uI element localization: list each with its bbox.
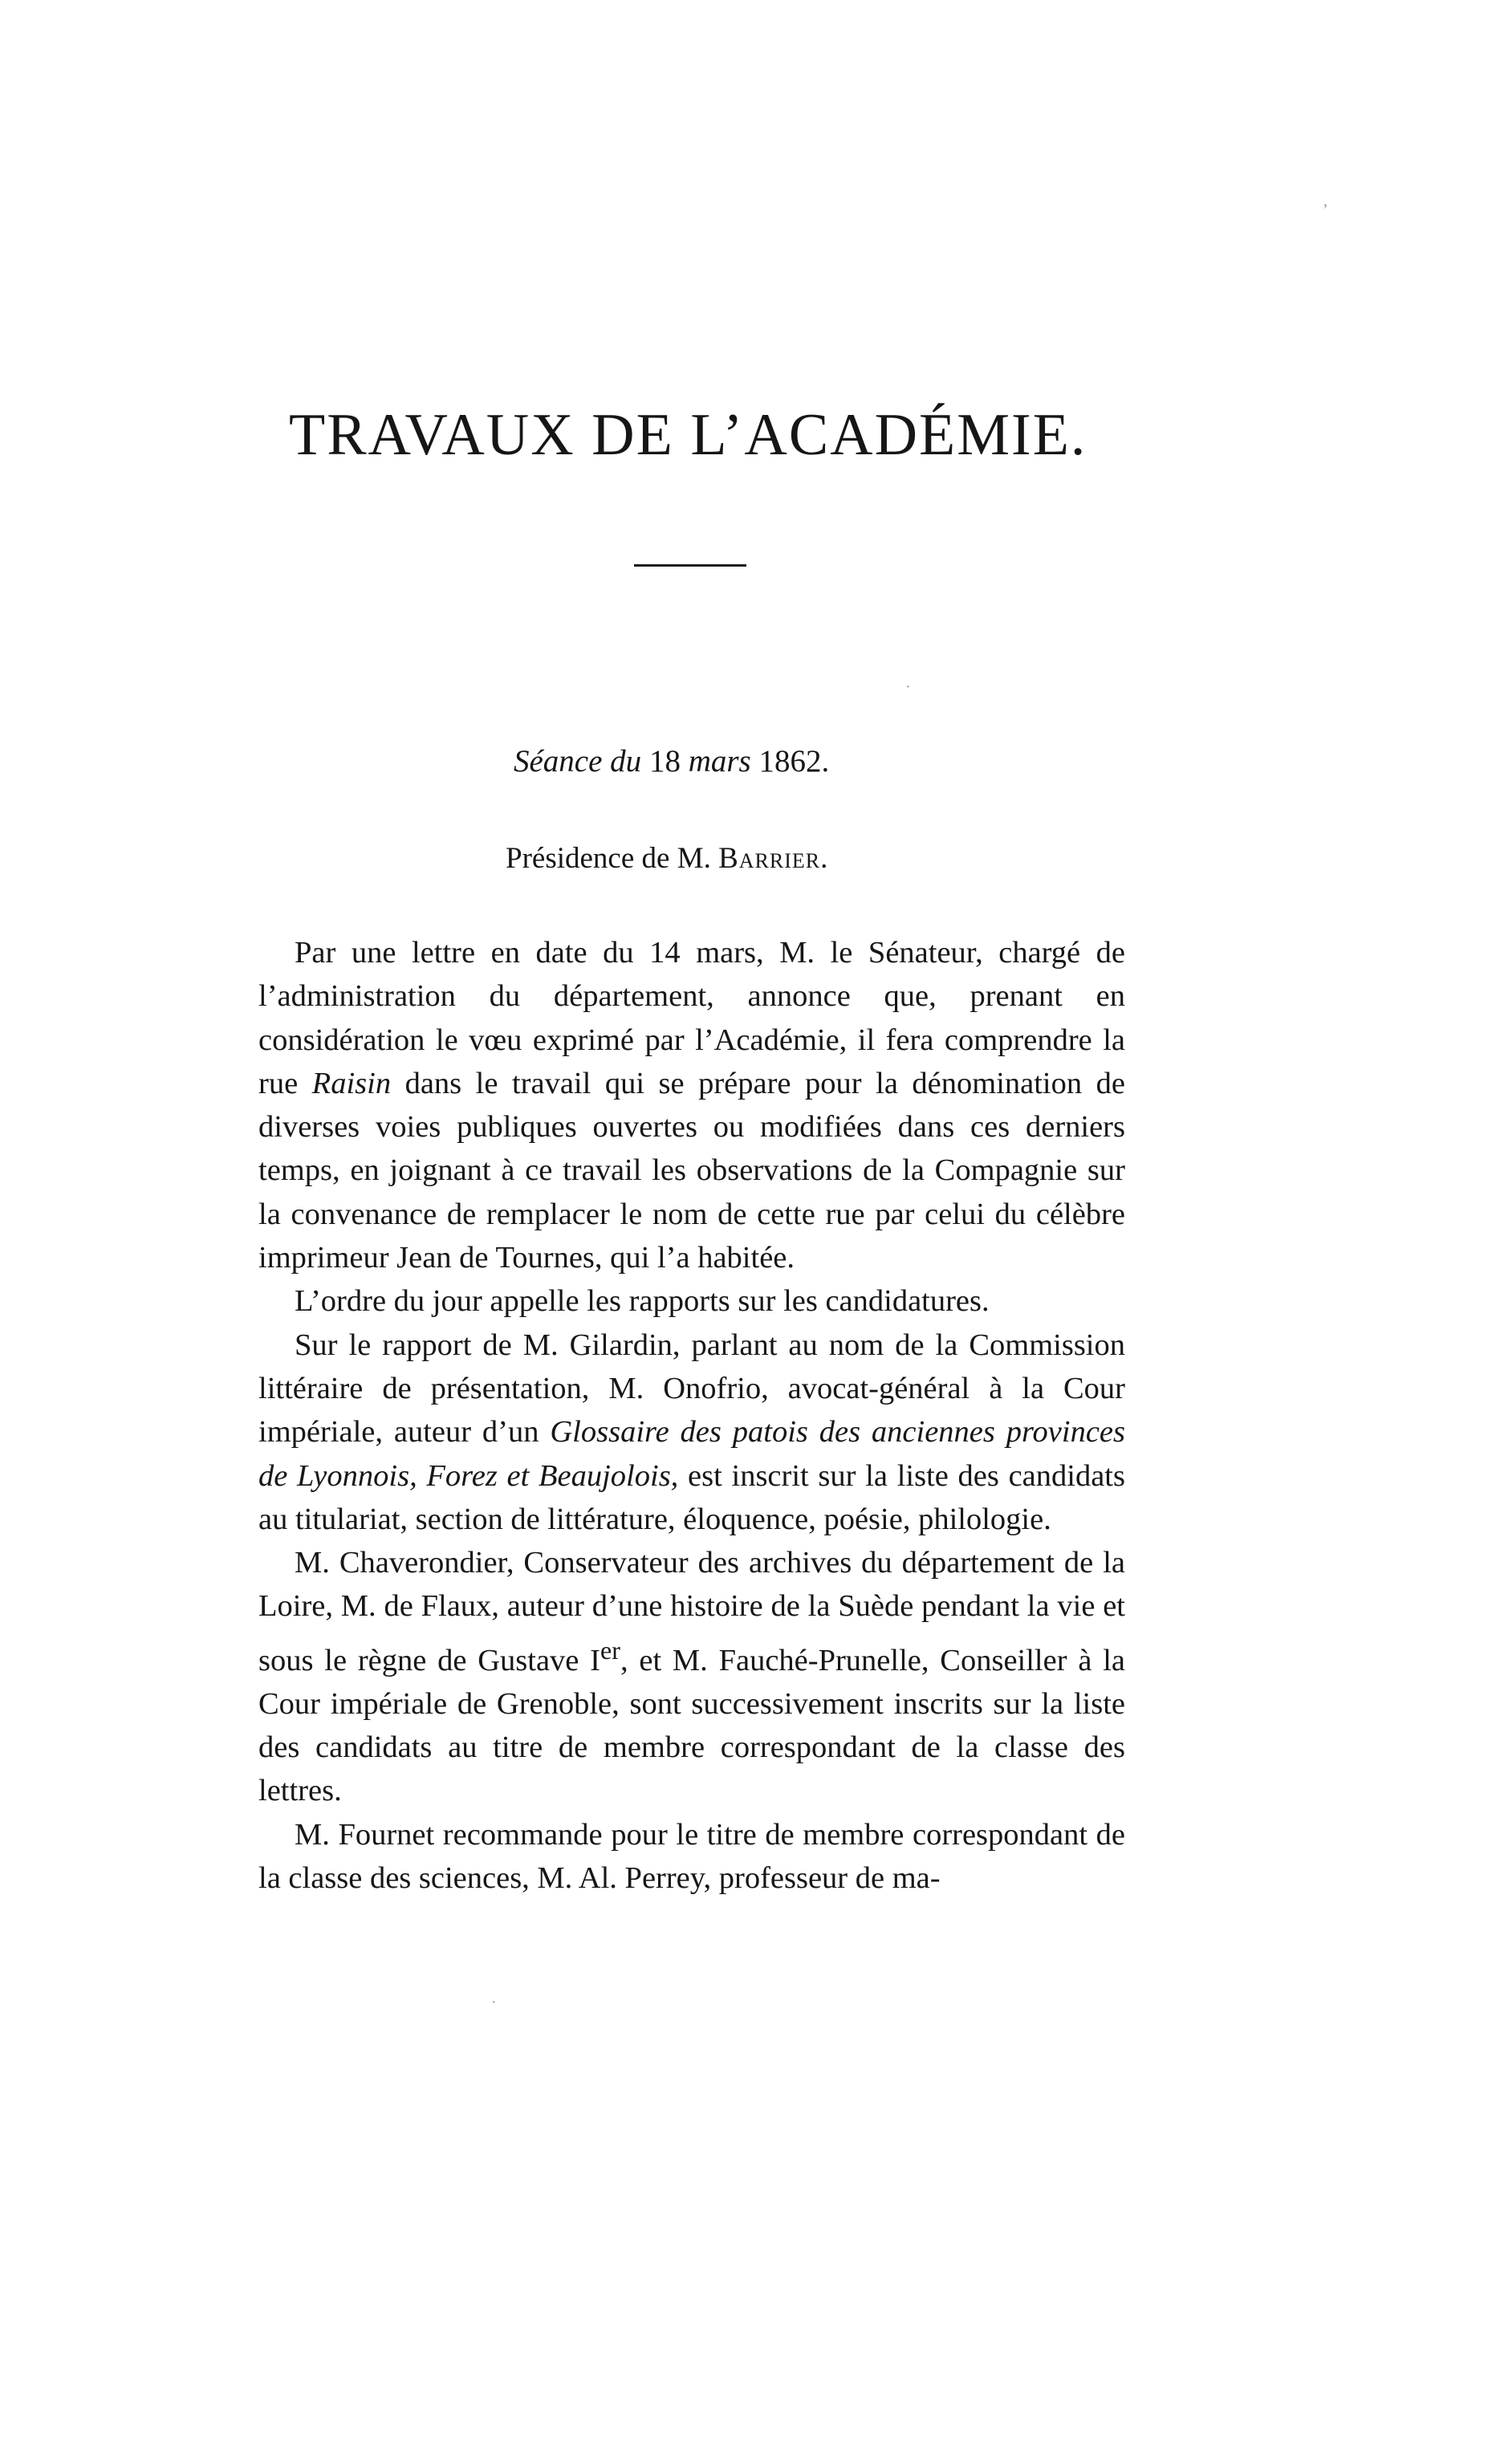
- paragraph-1-text-a: Par une lettre en date du 14 mars, M. le Sénateur, chargé de l’administration du département, annonce que, prenant en considération le vœu exprimé par l’Académie, il fera comprendre la rue: [258, 936, 1125, 1100]
- paragraph-1-street-name: Raisin: [311, 1066, 392, 1100]
- paragraph-3-book-title: Glossaire des patois des anciennes provinces de Lyonnois, Forez et Beaujolois,: [258, 1415, 1125, 1493]
- paragraph-4-superscript: er: [600, 1635, 620, 1665]
- paragraph-5: M. Fournet recommande pour le titre de membre correspondant de la classe des sciences, M. Al. Perrey, professeur de ma-: [258, 1817, 1125, 1896]
- paragraph-3: [258, 1323, 1125, 1541]
- scan-speck: ·: [491, 1994, 497, 2011]
- paragraph-3-text-c: est inscrit sur la liste des candidats au titulariat, section de littérature, éloquence, poésie, philologie.: [258, 1458, 1125, 1536]
- scan-speck: ·: [905, 678, 911, 696]
- paragraph-4-text-a: M. Chaverondier, Conservateur des archives du département de la Loire, M. de Flaux, auteur d’une histoire de la Suède pendant la vie et sous le règne de Gustave I: [258, 1546, 1125, 1677]
- presidency-line: [506, 841, 1067, 876]
- session-date: [514, 743, 995, 781]
- paragraph-1-text-c: dans le travail qui se prépare pour la dénomination de diverses voies publiques ouvertes ou modifiées dans ces derniers temps, en joignant à ce travail les observations de la Compagnie sur la convenance de remplacer le nom de cette rue par celui du célèbre imprimeur Jean de Tournes, qui l’a habitée.: [258, 1066, 1125, 1275]
- session-date-day: 18: [648, 744, 681, 779]
- paragraph-2: L’ordre du jour appelle les rapports sur les candidatures.: [295, 1284, 990, 1319]
- title-divider: [634, 564, 746, 567]
- president-name: Barrier.: [718, 842, 829, 875]
- session-date-month: mars: [680, 744, 759, 779]
- presidency-label: Présidence de M.: [506, 842, 719, 875]
- page-title: TRAVAUX DE L’ACADÉMIE.: [289, 402, 1087, 468]
- scan-speck: ʼ: [1323, 201, 1328, 219]
- session-date-prefix: Séance du: [514, 744, 649, 779]
- paragraph-1: [258, 931, 1125, 1279]
- paragraph-4: [258, 1541, 1125, 1813]
- session-date-year: 1862.: [758, 744, 830, 779]
- paragraph-3-text-a: Sur le rapport de M. Gilardin, parlant au nom de la Commission littéraire de présentation, M. Onofrio, avocat-général à la Cour impériale, auteur d’un: [258, 1328, 1125, 1450]
- paragraph-4-text-b: , et M. Fauché-Prunelle, Conseiller à la Cour impériale de Grenoble, sont successivement inscrits sur la liste des candidats au titre de membre correspondant de la classe des lettres.: [258, 1643, 1125, 1808]
- body-text: [258, 931, 1125, 1900]
